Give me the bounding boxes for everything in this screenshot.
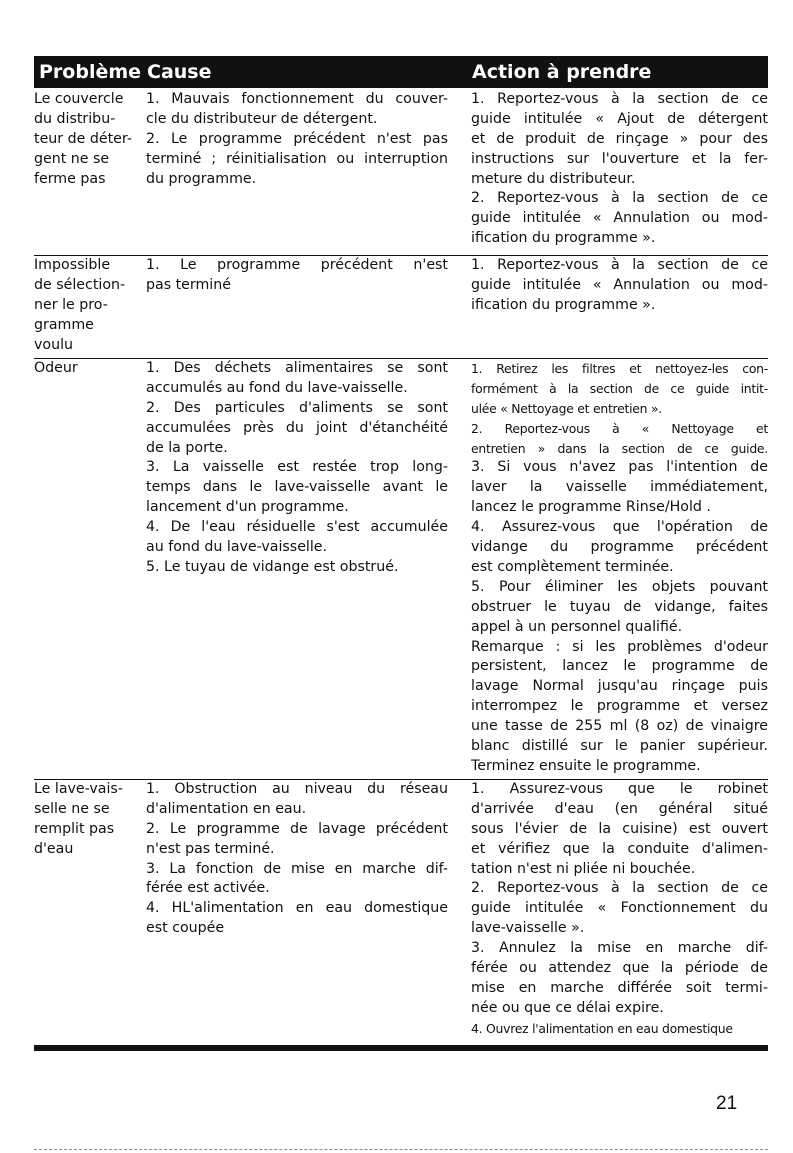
- cause-line: lancement d'un programme.: [146, 499, 349, 516]
- action-line: 2. Reportez-vous à la section de ce: [471, 190, 768, 207]
- cause-line: du programme.: [146, 170, 257, 187]
- action-line: guide intitulée « Ajout de détergent: [471, 110, 768, 127]
- cause-line: 3. La vaisselle est restée trop long-: [146, 459, 448, 476]
- footer-rule: [34, 1149, 768, 1150]
- action-line: meture du distributeur.: [471, 170, 636, 187]
- cause-cell: [146, 256, 448, 296]
- action-line: laver la vaisselle immédiatement,: [471, 479, 768, 496]
- action-line: née ou que ce délai expire.: [471, 999, 664, 1016]
- action-line: guide intitulée « Fonctionnement du: [471, 900, 768, 917]
- action-cell: [471, 359, 768, 777]
- table-row-no-water: [34, 779, 768, 1036]
- problem-line: Le couvercle: [34, 91, 124, 107]
- problem-line: gramme: [34, 316, 94, 333]
- cause-line: 4. HL'alimentation en eau domestique: [146, 900, 448, 917]
- action-line: 1. Assurez-vous que le robinet: [471, 781, 768, 797]
- header-cause: Cause: [147, 61, 212, 83]
- problem-line: d'eau: [34, 840, 74, 857]
- action-line: 4. Ouvrez l'alimentation en eau domestique: [471, 1020, 733, 1036]
- action-line: sous l'évier de la cuisine) est ouvert: [471, 820, 768, 837]
- page-number: 21: [716, 1093, 738, 1114]
- action-line: obstruer le tuyau de vidange, faites: [471, 598, 768, 615]
- action-line: vidange du programme précédent: [471, 539, 768, 556]
- cause-line: férée est activée.: [146, 880, 270, 897]
- cause-line: 1. Des déchets alimentaires se sont: [146, 360, 448, 376]
- problem-line: ferme pas: [34, 170, 106, 187]
- cause-line: 2. Des particules d'aliments se sont: [146, 399, 448, 416]
- action-line: guide intitulée « Annulation ou mod-: [471, 276, 768, 293]
- cause-cell: [146, 359, 448, 578]
- problem-line: selle ne se: [34, 800, 110, 817]
- action-line: lave-vaisselle ».: [471, 920, 585, 937]
- action-line: blanc distillé sur le panier supérieur.: [471, 737, 768, 754]
- action-line: entretien » dans la section de ce guide.: [471, 440, 768, 456]
- cause-line: 1. Mauvais fonctionnement du couver-: [146, 91, 448, 107]
- problem-line: Le lave-vais-: [34, 781, 123, 797]
- action-line: une tasse de 255 ml (8 oz) de vinaigre: [471, 718, 768, 735]
- cause-line: 2. Le programme de lavage précédent: [146, 820, 448, 837]
- action-line: et de produit de rinçage » pour des: [471, 130, 768, 147]
- action-line: formément à la section de ce guide intit-: [471, 380, 768, 396]
- action-line: persistent, lancez le programme de: [471, 658, 768, 675]
- action-line: guide intitulée « Annulation ou mod-: [471, 210, 768, 227]
- problem-line: voulu: [34, 336, 74, 353]
- problem-cell: [34, 359, 144, 379]
- table-row-odor: [34, 358, 768, 774]
- cause-line: 3. La fonction de mise en marche dif-: [146, 860, 448, 877]
- action-line: 3. Annulez la mise en marche dif-: [471, 940, 768, 957]
- cause-line: terminé ; réinitialisation ou interruption: [146, 150, 448, 167]
- action-line: 5. Pour éliminer les objets pouvant: [471, 578, 768, 595]
- cause-line: est coupée: [146, 920, 225, 937]
- cause-line: n'est pas terminé.: [146, 840, 275, 857]
- action-line: est complètement terminée.: [471, 558, 674, 575]
- action-line: 1. Retirez les filtres et nettoyez-les con-: [471, 361, 768, 376]
- action-line: 3. Si vous n'avez pas l'intention de: [471, 459, 768, 476]
- action-line: ification du programme ».: [471, 296, 656, 313]
- action-line: et vérifiez que la conduite d'alimen-: [471, 840, 768, 857]
- action-line: tation n'est ni pliée ni bouchée.: [471, 860, 696, 877]
- cause-line: temps dans le lave-vaisselle avant le: [146, 479, 448, 496]
- problem-cell: [34, 256, 144, 356]
- action-line: appel à un personnel qualifié.: [471, 618, 683, 635]
- action-line: mise en marche différée soit termi-: [471, 979, 768, 996]
- action-cell: [471, 256, 768, 316]
- action-cell: [471, 780, 768, 1039]
- problem-line: de sélection-: [34, 276, 126, 293]
- action-cell: [471, 90, 768, 249]
- action-line: férée ou attendez que la période de: [471, 960, 768, 977]
- table-row-program: [34, 255, 768, 353]
- header-problem: Problème: [39, 61, 142, 83]
- problem-line: Odeur: [34, 360, 78, 376]
- problem-line: Impossible: [34, 257, 111, 273]
- problem-line: remplit pas: [34, 820, 115, 837]
- action-line: 1. Reportez-vous à la section de ce: [471, 91, 768, 107]
- problem-cell: [34, 90, 144, 190]
- action-line: 1. Reportez-vous à la section de ce: [471, 257, 768, 273]
- cause-line: accumulés au fond du lave-vaisselle.: [146, 379, 408, 396]
- cause-line: d'alimentation en eau.: [146, 800, 307, 817]
- header-action: Action à prendre: [472, 61, 652, 83]
- table-bottom-rule: [34, 1045, 768, 1051]
- action-line: 2. Reportez-vous à la section de ce: [471, 880, 768, 897]
- action-line: Terminez ensuite le programme.: [471, 757, 701, 774]
- cause-line: 1. Obstruction au niveau du réseau: [146, 781, 448, 797]
- cause-line: 1. Le programme précédent n'est: [146, 257, 448, 273]
- cause-cell: [146, 90, 448, 189]
- cause-cell: [146, 780, 448, 939]
- action-line: instructions sur l'ouverture et la fer-: [471, 150, 768, 167]
- cause-line: 4. De l'eau résiduelle s'est accumulée: [146, 519, 448, 536]
- action-line: 4. Assurez-vous que l'opération de: [471, 519, 768, 536]
- cause-line: 2. Le programme précédent n'est pas: [146, 130, 448, 147]
- cause-line: accumulées près du joint d'étanchéité: [146, 419, 448, 436]
- problem-line: teur de déter-: [34, 130, 132, 147]
- action-line: ification du programme ».: [471, 230, 656, 247]
- cause-line: de la porte.: [146, 439, 228, 456]
- table-header: [34, 56, 768, 88]
- action-line: Remarque : si les problèmes d'odeur: [471, 638, 768, 655]
- action-line: d'arrivée d'eau (en général situé: [471, 800, 768, 817]
- cause-line: cle du distributeur de détergent.: [146, 110, 378, 127]
- action-line: lancez le programme Rinse/Hold .: [471, 499, 711, 516]
- cause-line: pas terminé: [146, 276, 231, 293]
- problem-line: du distribu-: [34, 110, 116, 127]
- problem-line: ner le pro-: [34, 296, 108, 313]
- problem-line: gent ne se: [34, 150, 110, 167]
- cause-line: 5. Le tuyau de vidange est obstrué.: [146, 558, 399, 575]
- action-line: interrompez le programme et versez: [471, 698, 768, 715]
- action-line: lavage Normal jusqu'au rinçage puis: [471, 678, 768, 695]
- cause-line: au fond du lave-vaisselle.: [146, 539, 328, 556]
- action-line: ulée « Nettoyage et entretien ».: [471, 400, 662, 416]
- action-line: 2. Reportez-vous à « Nettoyage et: [471, 420, 768, 436]
- problem-cell: [34, 780, 144, 860]
